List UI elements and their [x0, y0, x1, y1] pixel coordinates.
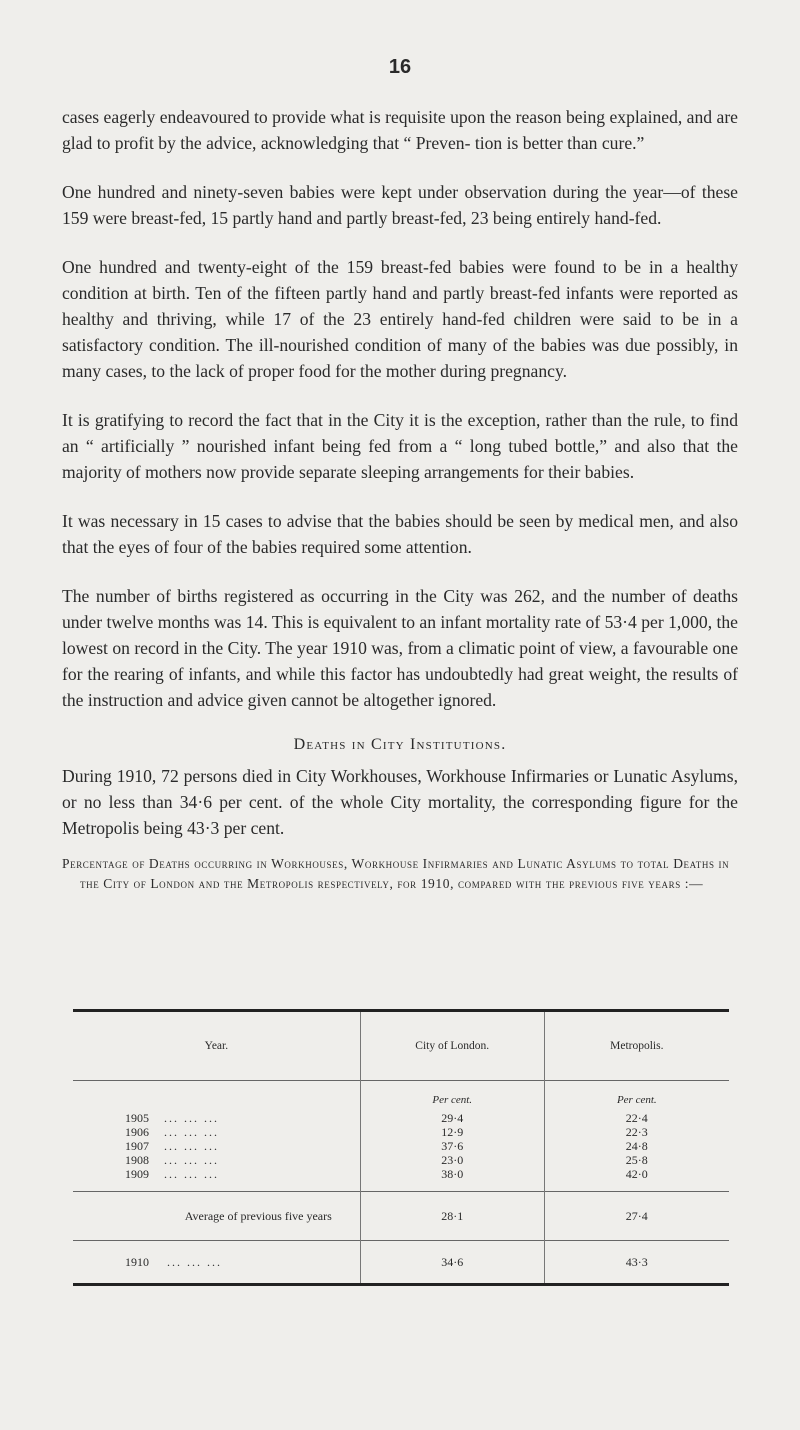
table-row: [73, 1111, 729, 1125]
table-row: [73, 1167, 729, 1181]
leader-dots: ... ... ...: [164, 1111, 219, 1125]
section-heading: Deaths in City Institutions.: [293, 736, 507, 753]
current-year: 1910 ... ... ...: [73, 1241, 360, 1285]
row-city: 29·4: [360, 1111, 544, 1125]
row-year: 1907 ... ... ...: [125, 1139, 219, 1153]
row-metro: 24·8: [544, 1139, 729, 1153]
row-metro: 42·0: [544, 1167, 729, 1181]
table-row: [73, 1139, 729, 1153]
paragraph: One hundred and twenty-eight of the 159 breast-fed babies were found to be in a healthy condition at birth. Ten of the fifteen partly hand and partly breast-fed infants were reported as healthy and thriving, while 17 of the 23 entirely hand-fed children were said to be in a satisfactory condition. The ill-nourished condition of many of the babies was due possibly, in many cases, to the lack of proper food for the mother during pregnancy.: [62, 257, 738, 381]
paragraph: One hundred and ninety-seven babies were kept under observation during the year—of these 159 were breast-fed, 15 partly hand and partly breast-fed, 23 being entirely hand-fed.: [62, 182, 738, 228]
mortality-table: [73, 1009, 729, 1286]
average-label: Average of previous five years: [73, 1192, 360, 1241]
paragraph: The number of births registered as occurring in the City was 262, and the number of deaths under twelve months was 14. This is equivalent to an infant mortality rate of 53·4 per 1,000, the lowest on record in the City. The year 1910 was, from a climatic point of view, a favourable one for the rearing of infants, and while this factor has undoubtedly had great weight, the results of the instruction and advice given cannot be altogether ignored.: [62, 586, 739, 710]
leader-dots: ... ... ...: [164, 1167, 219, 1181]
row-metro: 22·4: [544, 1111, 729, 1125]
paragraph: It was necessary in 15 cases to advise that the babies should be seen by medical men, and also that the eyes of four of the babies required some attention.: [62, 511, 738, 557]
row-year: 1905 ... ... ...: [125, 1111, 219, 1125]
row-year: 1908 ... ... ...: [125, 1153, 219, 1167]
section-paragraph: During 1910, 72 persons died in City Workhouses, Workhouse Infirmaries or Lunatic Asylums, or no less than 34·6 per cent. of the whole City mortality, the corresponding figure for the Metropolis being 43·3 per cent.: [62, 766, 738, 838]
table-caption: Percentage of Deaths occurring in Workhouses, Workhouse Infirmaries and Lunatic Asylums to total Deaths in the City of London and the Metropolis respectively, for 1910, compared with the previous five years :—: [62, 856, 730, 891]
row-year: 1909 ... ... ...: [125, 1167, 219, 1181]
row-city: 38·0: [360, 1167, 544, 1181]
body-text: [62, 104, 738, 894]
table-row: [73, 1125, 729, 1139]
row-metro: 25·8: [544, 1153, 729, 1167]
row-city: 12·9: [360, 1125, 544, 1139]
average-metro: 27·4: [544, 1192, 729, 1241]
current-year-row: [73, 1241, 729, 1285]
table-header-row: [73, 1011, 729, 1081]
row-city: 23·0: [360, 1153, 544, 1167]
paragraph: It is gratifying to record the fact that in the City it is the exception, rather than the rule, to find an “ artificially ” nourished infant being fed from a “ long tubed bottle,” and also that the majority of mothers now provide separate sleeping arrangements for their babies.: [62, 410, 738, 482]
header-metro: Metropolis.: [544, 1011, 729, 1081]
row-year: 1906 ... ... ...: [125, 1125, 219, 1139]
row-metro: 22·3: [544, 1125, 729, 1139]
table-spacer: [73, 1181, 729, 1192]
unit-metro: Per cent.: [544, 1081, 729, 1112]
unit-city: Per cent.: [360, 1081, 544, 1112]
table-row: [73, 1153, 729, 1167]
row-city: 37·6: [360, 1139, 544, 1153]
paragraph: cases eagerly endeavoured to provide what is requisite upon the reason being explained, and are glad to profit by the advice, acknowledging that “ Preven- tion is better than cure.”: [62, 107, 738, 153]
average-city: 28·1: [360, 1192, 544, 1241]
leader-dots: ... ... ...: [164, 1153, 219, 1167]
units-row: [73, 1081, 729, 1112]
leader-dots: ... ... ...: [164, 1139, 219, 1153]
header-city: City of London.: [360, 1011, 544, 1081]
units-year-blank: [73, 1081, 360, 1112]
header-year: Year.: [204, 1040, 229, 1052]
page-number: 16: [388, 56, 412, 78]
leader-dots: ... ... ...: [167, 1254, 222, 1269]
current-city: 34·6: [360, 1241, 544, 1285]
leader-dots: ... ... ...: [164, 1125, 219, 1139]
current-metro: 43·3: [544, 1241, 729, 1285]
average-row: [73, 1192, 729, 1241]
